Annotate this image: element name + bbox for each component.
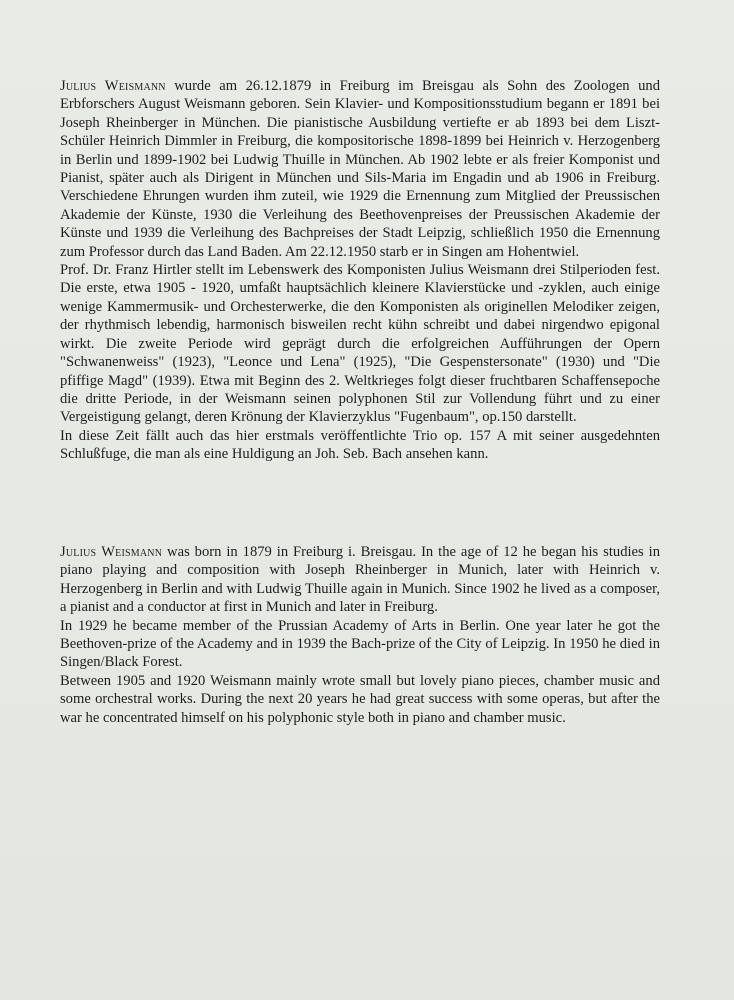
english-paragraph-1-text: was born in 1879 in Freiburg i. Breisgau. In the age of 12 he began his studies in piano playing and composition with Joseph Rheinberger in Munich, later with Heinrich v. Herzogenberg in Berlin and with Ludwig Thuille again in Munich. Since 1902 he lived as a composer, a pianist and a conductor at first in Munich and later in Freiburg. xyxy=(60,544,660,616)
english-biography xyxy=(60,543,660,727)
german-paragraph-3: In diese Zeit fällt auch das hier erstmals veröffentlichte Trio op. 157 A mit seiner ausgedehnten Schlußfuge, die man als eine Huldigung an Joh. Seb. Bach ansehen kann. xyxy=(60,427,660,463)
english-paragraph-1 xyxy=(60,543,660,617)
composer-name: Julius Weismann xyxy=(60,78,166,94)
german-paragraph-1 xyxy=(60,77,660,261)
german-paragraph-1-text: wurde am 26.12.1879 in Freiburg im Breisgau als Sohn des Zoologen und Erbforschers August Weismann geboren. Sein Klavier- und Kompositionsstudium begann er 1891 bei Joseph Rheinberger in München. Die pianistische Ausbildung vertiefte er ab 1893 bei dem Liszt-Schüler Heinrich Dimmler in Freiburg, die kompositorische 1898-1899 bei Heinrich v. Herzogenberg in Berlin und 1899-1902 bei Ludwig Thuille in München. Ab 1902 lebte er als freier Komponist und Pianist, später auch als Dirigent in München und Sils-Maria im Engadin und ab 1906 in Freiburg. Verschiedene Ehrungen wurden ihm zuteil, wie 1929 die Ernennung zum Mitglied der Preussischen Akademie der Künste, 1930 die Verleihung des Beethovenpreises der Preussischen Akademie der Künste und 1939 die Verleihung des Bachpreises der Stadt Leipzig, schließlich 1950 die Ernennung zum Professor durch das Land Baden. Am 22.12.1950 starb er in Singen am Hohentwiel. xyxy=(60,78,661,260)
german-paragraph-2: Prof. Dr. Franz Hirtler stellt im Lebenswerk des Komponisten Julius Weismann drei Stilperioden fest. Die erste, etwa 1905 - 1920, umfaßt hauptsächlich kleinere Klavierstücke und -zyklen, auch einige wenige Kammermusik- und Orchesterwerke, die den Komponisten als originellen Melodiker zeigen, der rhythmisch lebendig, harmonisch bisweilen recht kühn schreibt und dabei nirgendwo epigonal wirkt. Die zweite Periode wird geprägt durch die erfolgreichen Aufführungen der Opern "Schwanenweiss" (1923), "Leonce und Lena" (1925), "Die Gespenstersonate" (1930) und "Die pfiffige Magd" (1939). Etwa mit Beginn des 2. Weltkrieges folgt dieser fruchtbaren Schaffensepoche die dritte Periode, in der Weismann seinen polyphonen Stil zur Vollendung führt und zu einer Vergeistigung gelangt, deren Krönung der Klavierzyklus "Fugenbaum", op.150 darstellt. xyxy=(60,262,660,426)
composer-name: Julius Weismann xyxy=(60,544,163,560)
english-paragraph-2: In 1929 he became member of the Prussian Academy of Arts in Berlin. One year later he got the Beethoven-prize of the Academy and in 1939 the Bach-prize of the City of Leipzig. In 1950 he died in Singen/Black Forest. xyxy=(60,617,660,671)
german-biography xyxy=(60,77,660,464)
english-paragraph-3: Between 1905 and 1920 Weismann mainly wrote small but lovely piano pieces, chamber music and some orchestral works. During the next 20 years he had great success with some operas, but after the war he concentrated himself on his polyphonic style both in piano and chamber music. xyxy=(60,672,660,726)
